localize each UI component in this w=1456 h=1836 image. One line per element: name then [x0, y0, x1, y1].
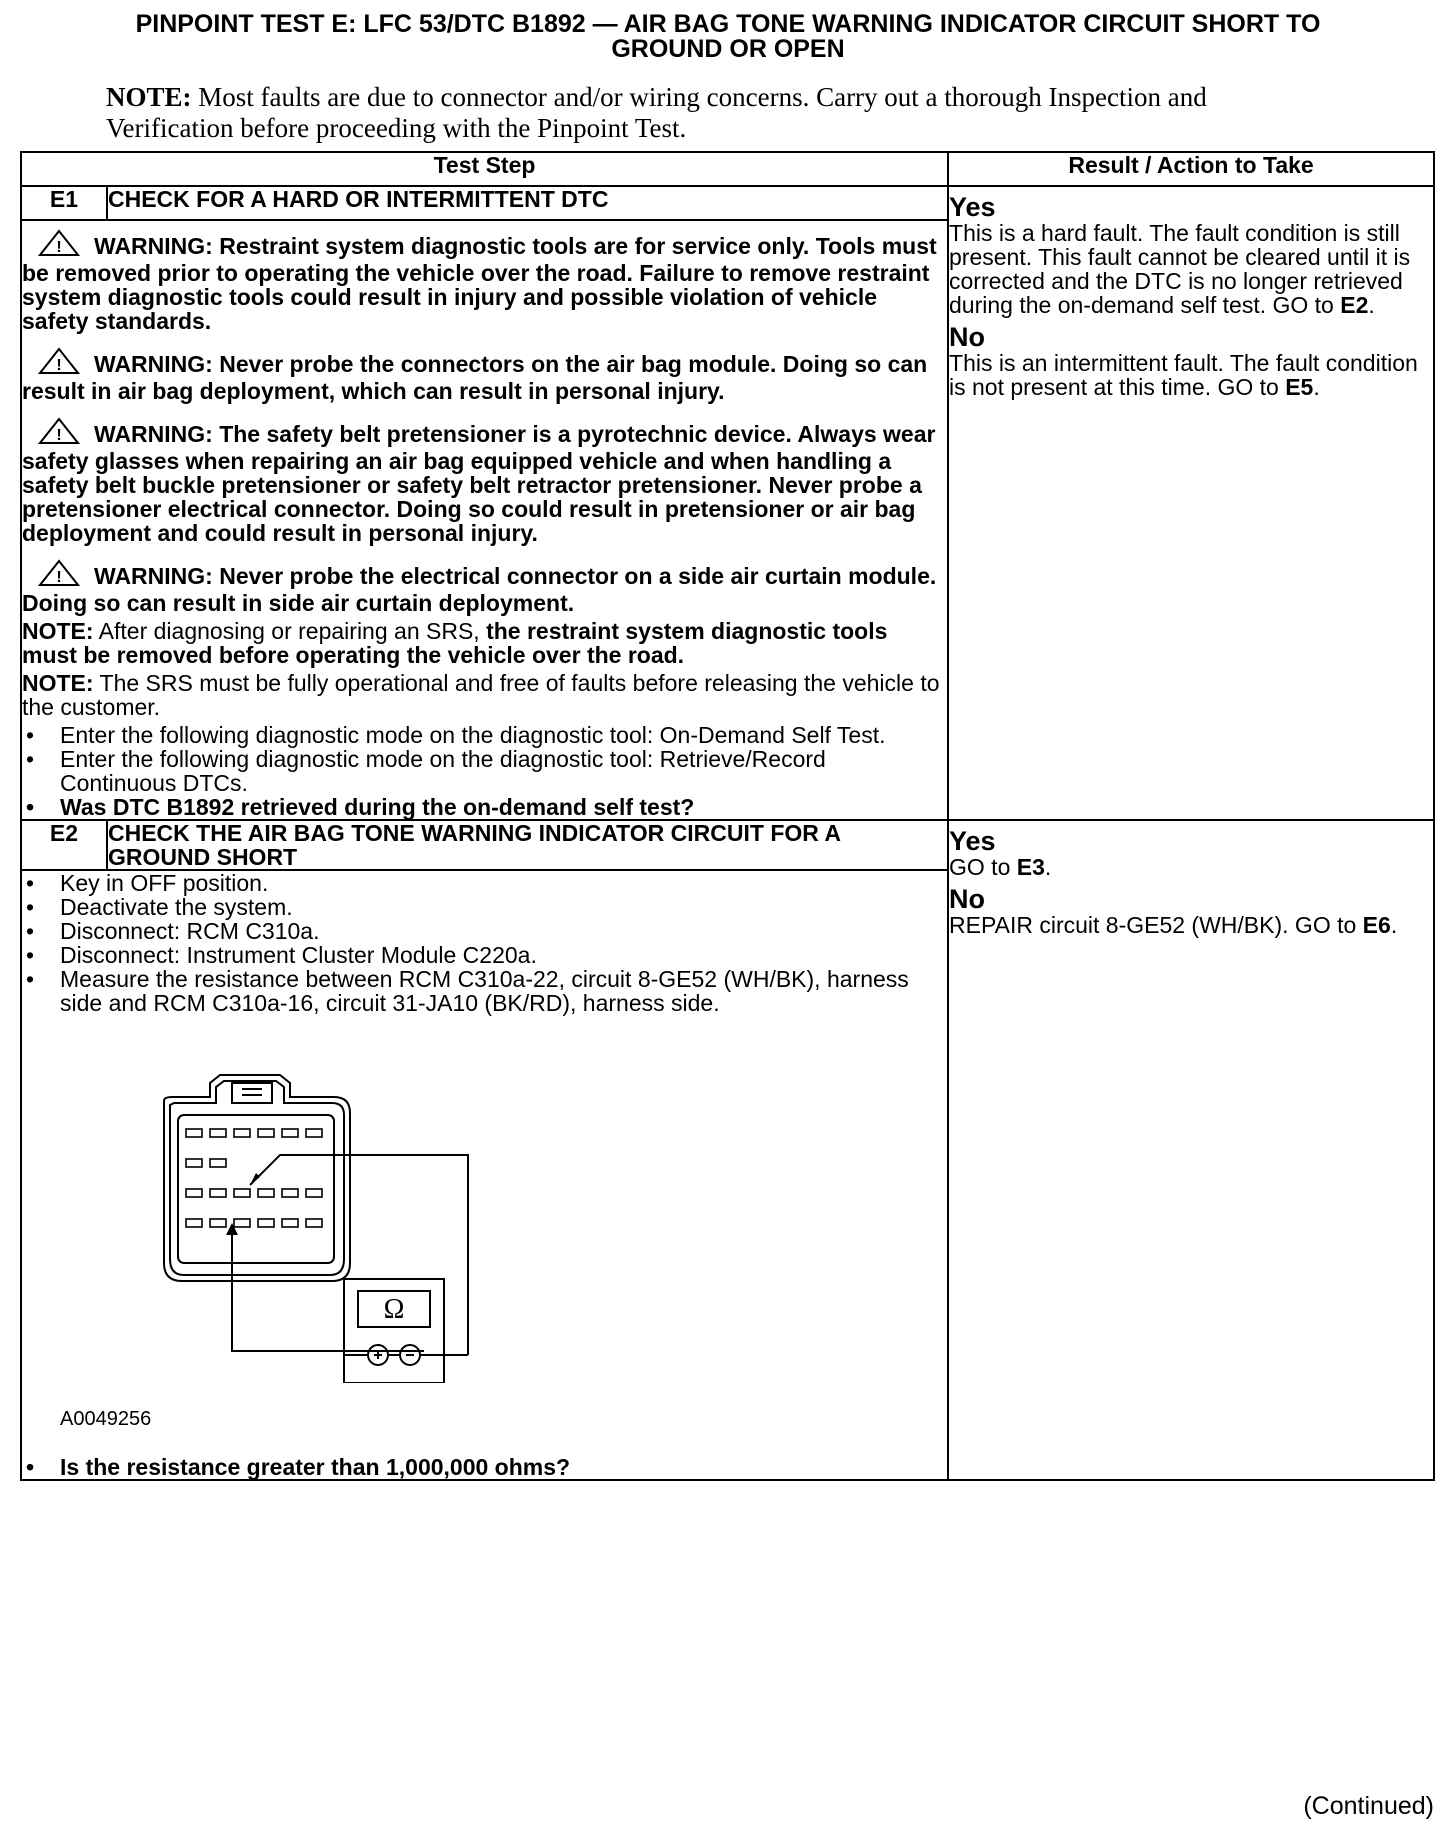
warning-triangle-icon	[38, 417, 80, 449]
e1-note-2: NOTE: The SRS must be fully operational and free of faults before releasing the vehicle to the customer.	[22, 670, 940, 720]
header-test-step: Test Step	[21, 152, 948, 186]
step-e1-result	[948, 186, 1434, 820]
step-e2-id: E2	[21, 820, 107, 870]
top-note	[106, 82, 1286, 144]
title-line-1: PINPOINT TEST E: LFC 53/DTC B1892 — AIR BAG TONE WARNING INDICATOR CIRCUIT SHORT TO	[135, 10, 1321, 38]
e1-yes-goto: E2	[1340, 292, 1369, 318]
e1-warning-2: ! WARNING: Never probe the connectors on the air bag module. Doing so can result in air bag deployment, which can result in personal injury.	[22, 347, 947, 403]
e1-no-goto: E5	[1285, 374, 1314, 400]
step-e1-body	[21, 220, 948, 820]
pinpoint-test-table	[20, 151, 1435, 1481]
list-item: • Enter the following diagnostic mode on the diagnostic tool: Retrieve/Record Continuous DTCs.	[22, 747, 947, 795]
e1-yes-action: This is a hard fault. The fault condition is still present. This fault cannot be cleared until it is corrected and the DTC is no longer retrieved during the on-demand self test. GO to E2.	[949, 220, 1411, 318]
warning-triangle-icon	[38, 229, 80, 261]
step-e2-result	[948, 820, 1434, 1480]
svg-text:!: !	[56, 357, 62, 374]
list-item: • Key in OFF position.	[22, 871, 947, 895]
e1-warning-4: ! WARNING: Never probe the electrical connector on a side air curtain module. Doing so can result in side air curtain deployment.	[22, 559, 947, 615]
e1-question: • Was DTC B1892 retrieved during the on-demand self test?	[22, 795, 947, 819]
e2-yes-goto: E3	[1016, 854, 1045, 880]
continued-label: (Continued)	[1303, 1792, 1434, 1820]
svg-text:!: !	[56, 569, 62, 586]
step-e1-title: CHECK FOR A HARD OR INTERMITTENT DTC	[107, 186, 948, 220]
top-note-text: Most faults are due to connector and/or wiring concerns. Carry out a thorough Inspection and Verification before proceeding with the Pinpoint Test.	[106, 82, 1207, 143]
list-item: • Disconnect: Instrument Cluster Module C220a.	[22, 943, 947, 967]
e2-no-goto: E6	[1362, 912, 1391, 938]
page-title	[20, 12, 1436, 62]
header-result: Result / Action to Take	[948, 152, 1434, 186]
list-item: • Disconnect: RCM C310a.	[22, 919, 947, 943]
connector-ohmmeter-illustration	[162, 1073, 542, 1383]
e1-no-label: No	[949, 322, 986, 352]
svg-text:!: !	[56, 239, 62, 256]
e2-question-list	[22, 1455, 947, 1479]
e1-warning-1: ! WARNING: Restraint system diagnostic tools are for service only. Tools must be removed prior to operating the vehicle over the road. Failure to remove restraint system diagnostic tools could result in injury and possible violation of vehicle safety standards.	[22, 229, 947, 333]
e1-no-action: This is an intermittent fault. The fault condition is not present at this time. GO to E5.	[949, 350, 1418, 400]
warning-triangle-icon	[38, 559, 80, 591]
table-header-row	[21, 152, 1434, 186]
e1-steps-list	[22, 723, 947, 819]
list-item: • Measure the resistance between RCM C310a-22, circuit 8-GE52 (WH/BK), harness side and RCM C310a-16, circuit 31-JA10 (BK/RD), harness side.	[22, 967, 947, 1015]
svg-text:!: !	[56, 427, 62, 444]
step-e2-body	[21, 870, 948, 1480]
title-line-2: GROUND OR OPEN	[611, 35, 845, 63]
step-e2-title: CHECK THE AIR BAG TONE WARNING INDICATOR CIRCUIT FOR A GROUND SHORT	[107, 820, 948, 870]
e2-steps-list	[22, 871, 947, 1015]
figure-id: A0049256	[60, 1408, 152, 1430]
step-e1-id: E1	[21, 186, 107, 220]
e2-no-label: No	[949, 884, 986, 914]
warning-triangle-icon	[38, 347, 80, 379]
step-e2-title-row	[21, 820, 1434, 870]
e2-yes-label: Yes	[949, 826, 996, 856]
top-note-label: NOTE:	[106, 82, 192, 112]
e2-question: • Is the resistance greater than 1,000,000 ohms?	[22, 1455, 947, 1479]
e2-yes-action: GO to E3.	[949, 854, 1052, 880]
ohm-symbol: Ω	[383, 1294, 405, 1325]
step-e1-title-row	[21, 186, 1434, 220]
list-item: • Deactivate the system.	[22, 895, 947, 919]
list-item: • Enter the following diagnostic mode on the diagnostic tool: On-Demand Self Test.	[22, 723, 947, 747]
e2-no-action: REPAIR circuit 8-GE52 (WH/BK). GO to E6.	[949, 912, 1398, 938]
e1-note-1: NOTE: After diagnosing or repairing an SRS, the restraint system diagnostic tools must be removed before operating the vehicle over the road.	[22, 618, 888, 668]
connector-diagram	[22, 1025, 947, 1455]
e1-yes-label: Yes	[949, 192, 996, 222]
e1-warning-3: ! WARNING: The safety belt pretensioner is a pyrotechnic device. Always wear safety glasses when repairing an air bag equipped vehicle and when handling a safety belt buckle pretensioner or safety belt retractor pretensioner. Never probe a pretensioner electrical connector. Doing so could result in pretensioner or air bag deployment and could result in personal injury.	[22, 417, 947, 545]
